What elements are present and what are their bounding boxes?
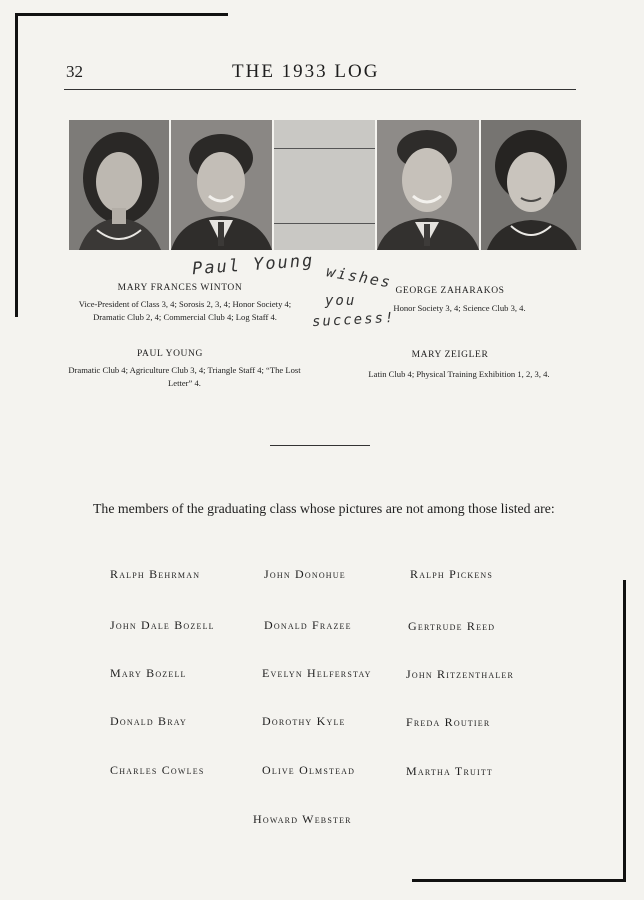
member-name: Howard Webster xyxy=(253,812,352,826)
page-title: THE 1933 LOG xyxy=(232,61,380,82)
member-name: Donald Frazee xyxy=(264,618,352,632)
senior-bio: Honor Society 3, 4; Science Club 3, 4. xyxy=(393,303,526,313)
member-name: Charles Cowles xyxy=(110,763,205,777)
border-line-top xyxy=(15,13,228,16)
member-name: John Ritzenthaler xyxy=(406,667,515,681)
intro-paragraph: The members of the graduating class whose pictures are not among those listed are: xyxy=(93,501,555,516)
senior-bio: Latin Club 4; Physical Training Exhibition 1, 2, 3, 4. xyxy=(368,369,550,379)
portrait-photo xyxy=(171,120,272,250)
member-name: John Dale Bozell xyxy=(110,618,215,632)
member-name: Evelyn Helferstay xyxy=(262,666,372,680)
handwritten-note: success! xyxy=(311,309,396,331)
member-name: John Donohue xyxy=(264,567,346,581)
handwritten-note: wishes xyxy=(324,262,394,292)
portrait-photo xyxy=(481,120,581,250)
senior-name: PAUL YOUNG xyxy=(137,349,203,359)
header-rule xyxy=(64,89,576,90)
handwritten-signature: Paul Young xyxy=(191,250,315,280)
border-line-left xyxy=(15,13,18,317)
member-name: Dorothy Kyle xyxy=(262,714,346,728)
senior-name: GEORGE ZAHARAKOS xyxy=(395,286,505,296)
border-line-bottom xyxy=(412,879,626,882)
member-name: Ralph Behrman xyxy=(110,567,201,581)
blank-photo-frame xyxy=(274,120,375,250)
senior-name: MARY FRANCES WINTON xyxy=(117,283,243,293)
page-number: 32 xyxy=(66,62,83,81)
handwritten-note: you xyxy=(325,293,357,309)
senior-bio: Vice-President of Class 3, 4; Sorosis 2, 3, 4; Honor Society 4; Dramatic Club 2, 4; Commercial Club 4; Log Staff 4. xyxy=(78,299,292,322)
border-line-right xyxy=(623,580,626,882)
member-name: Freda Routier xyxy=(406,715,491,729)
senior-name: MARY ZEIGLER xyxy=(411,350,489,360)
member-name: Donald Bray xyxy=(110,714,188,728)
senior-bio: Dramatic Club 4; Agriculture Club 3, 4; Triangle Staff 4; “The Lost Letter” 4. xyxy=(68,365,301,388)
photo-strip xyxy=(69,120,581,250)
portrait-photo xyxy=(377,120,479,250)
section-divider xyxy=(270,445,370,446)
member-name: Ralph Pickens xyxy=(410,567,494,581)
member-name: Mary Bozell xyxy=(110,666,187,680)
portrait-photo xyxy=(69,120,169,250)
member-name: Gertrude Reed xyxy=(408,619,496,633)
member-name: Martha Truitt xyxy=(406,764,494,778)
member-name: Olive Olmstead xyxy=(262,763,356,777)
